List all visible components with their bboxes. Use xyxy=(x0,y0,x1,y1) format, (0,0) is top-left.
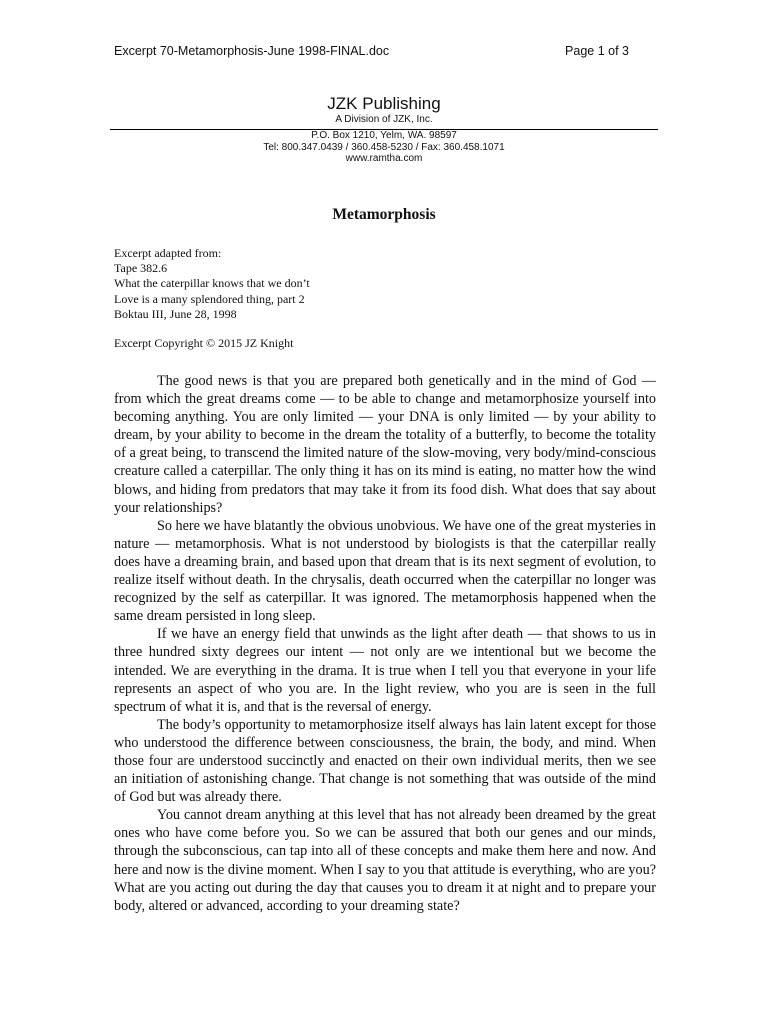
source-line: Excerpt adapted from: xyxy=(114,246,222,260)
publisher-division: A Division of JZK, Inc. xyxy=(335,114,433,125)
page-number: Page 1 of 3 xyxy=(565,44,629,58)
document-header xyxy=(114,44,629,58)
source-line: What the caterpillar knows that we don’t xyxy=(114,276,310,291)
source-line: Tape 382.6 xyxy=(114,261,168,276)
body-paragraph: The body’s opportunity to metamorphosize itself always has lain latent except for those who understood the difference between consciousness, the brain, the body, and mind. When those four are understood succinctly and enacted on their own individual merits, then we see an initiation of astonishing change. That change is not something that was outside of the mind of God but was already there. xyxy=(114,716,656,806)
publisher-website: www.ramtha.com xyxy=(345,153,423,164)
body-paragraph: The good news is that you are prepared both genetically and in the mind of God — from which the great dreams come — to be able to change and metamorphosize yourself into becoming anything. You are only limited — your DNA is only limited — by your ability to dream, by your ability to become in the dream the totality of a butterfly, to become the totality of a great being, to transcend the limited nature of the slow-moving, very body/mind-conscious creature called a caterpillar. The only thing it has on its mind is eating, no matter how the wind blows, and hiding from predators that may take it from its food dish. What does that say about your relationships? xyxy=(114,373,656,516)
document-filename: Excerpt 70-Metamorphosis-June 1998-FINAL.doc xyxy=(114,44,390,58)
publisher-address: P.O. Box 1210, Yelm, WA. 98597 xyxy=(311,130,457,141)
body-paragraph: So here we have blatantly the obvious unobvious. We have one of the great mysteries in nature — metamorphosis. What is not understood by biologists is that the caterpillar really does have a dreaming brain, and based upon that dream that is its next segment of evolution, to realize itself without death. In the chrysalis, death occurred when the caterpillar no longer was recognized by the self as caterpillar. It was ignored. The metamorphosis happened when the same dream persisted in long sleep. xyxy=(114,517,656,625)
publisher-phone: Tel: 800.347.0439 / 360.458-5230 / Fax: 360.458.1071 xyxy=(263,141,505,153)
copyright-notice: Excerpt Copyright © 2015 JZ Knight xyxy=(114,336,294,350)
body-text xyxy=(114,372,656,915)
source-line: Boktau III, June 28, 1998 xyxy=(114,306,237,321)
excerpt-source xyxy=(114,246,310,322)
body-paragraph: You cannot dream anything at this level that has not already been dreamed by the great ones who have come before you. So we can be assured that both our genes and our minds, through the subconscious, can tap into all of these concepts and make them here and now. And here and now is the divine moment. When I say to you that attitude is everything, who are you? What are you acting out during the day that causes you to dream it at night and to prepare your body, altered or advanced, according to your dreaming state? xyxy=(114,807,656,914)
source-line: Love is a many splendored thing, part 2 xyxy=(114,291,305,306)
publisher-name: JZK Publishing xyxy=(327,94,441,113)
document-title: Metamorphosis xyxy=(332,206,436,223)
letterhead xyxy=(110,94,658,165)
body-paragraph: If we have an energy field that unwinds as the light after death — that shows to us in three hundred sixty degrees our intent — not only are we intentional but we become the intended. We are everything in the drama. It is true when I tell you that everyone in your life represents an aspect of who you are. In the light review, who you are is seen in the full spectrum of what it is, and that is the reversal of energy. xyxy=(114,626,656,715)
